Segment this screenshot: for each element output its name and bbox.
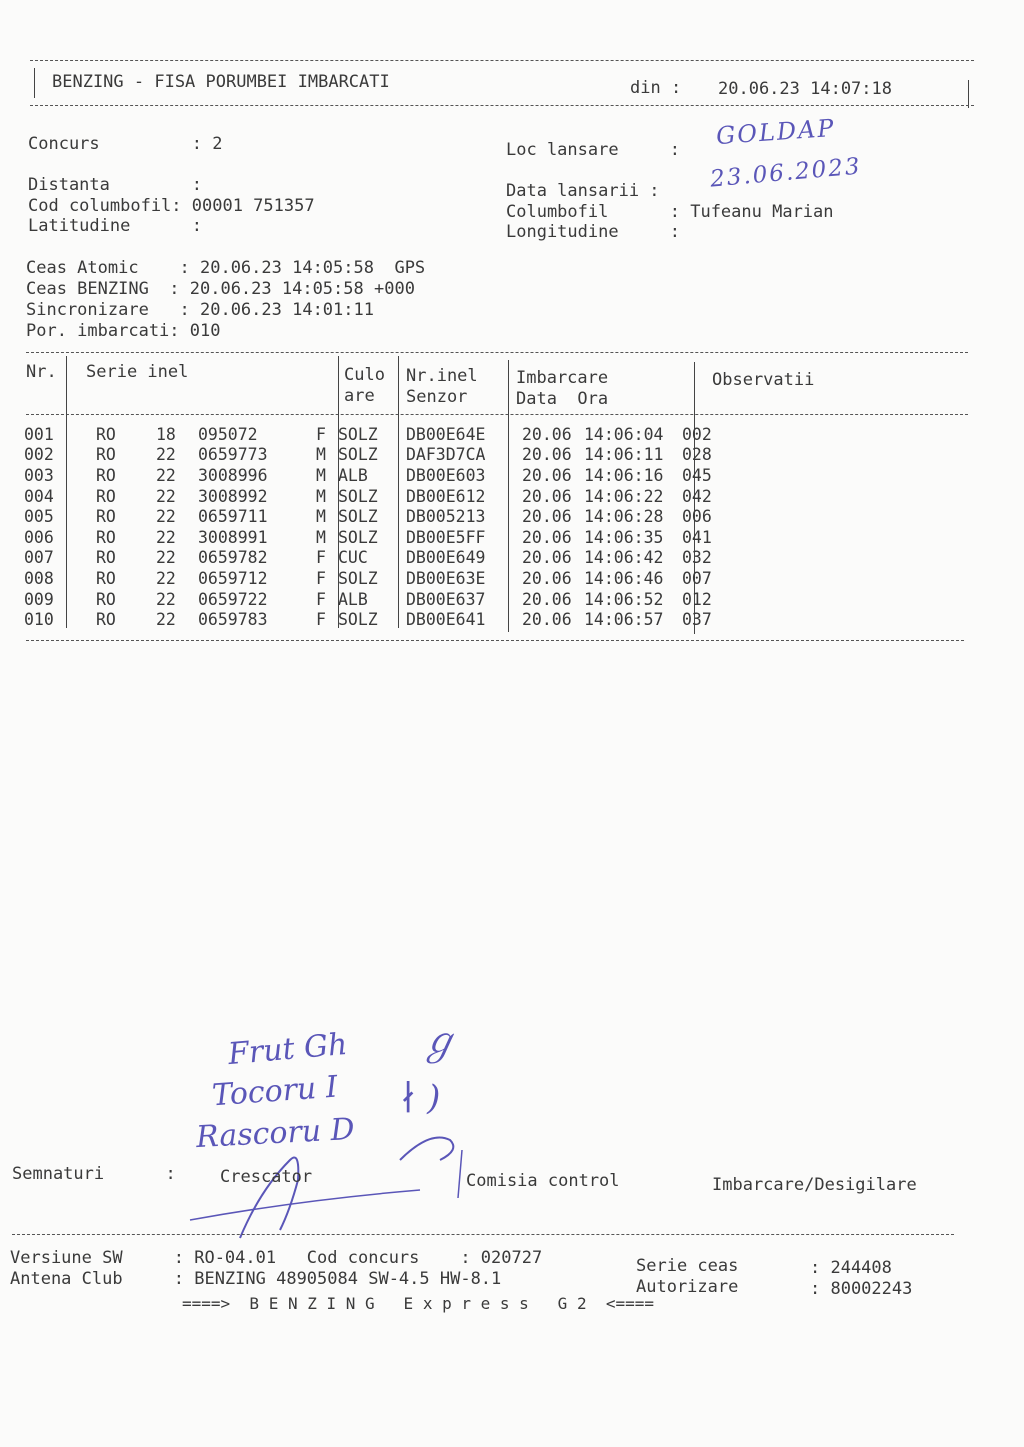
- document-title: BENZING - FISA PORUMBEI IMBARCATI: [52, 72, 390, 92]
- data-lansarii-field: Data lansarii :: [506, 181, 660, 201]
- header-top-border: [30, 60, 974, 61]
- cell-culoare: SOLZ: [338, 424, 378, 444]
- cell-data: 20.06: [522, 486, 572, 506]
- distanta-field: Distanta :: [28, 175, 202, 195]
- cell-an: 22: [156, 445, 176, 465]
- cell-ora: 14:06:35: [584, 527, 664, 547]
- cell-nr: 003: [24, 465, 54, 485]
- cell-obs: 032: [682, 548, 712, 568]
- cell-senzor: DB00E641: [406, 610, 486, 630]
- din-value: 20.06.23 14:07:18: [718, 79, 892, 99]
- cell-sex: M: [316, 507, 326, 527]
- cell-senzor: DB00E5FF: [406, 527, 486, 547]
- cell-obs: 037: [682, 610, 712, 630]
- antena-club: Antena Club : BENZING 48905084 SW-4.5 HW-8.1: [10, 1269, 502, 1289]
- cell-tara: RO: [96, 507, 116, 527]
- cell-tara: RO: [96, 486, 116, 506]
- latitudine-field: Latitudine :: [28, 216, 202, 236]
- cell-culoare: SOLZ: [338, 527, 378, 547]
- table-top-border: [26, 352, 968, 353]
- cell-obs: 012: [682, 589, 712, 609]
- cell-obs: 028: [682, 445, 712, 465]
- header-serie-inel: Serie inel: [86, 362, 189, 382]
- cell-culoare: CUC: [338, 548, 368, 568]
- cell-data: 20.06: [522, 424, 572, 444]
- cell-data: 20.06: [522, 610, 572, 630]
- cell-data: 20.06: [522, 507, 572, 527]
- cell-inel: 095072: [198, 424, 258, 444]
- header-left-border: [34, 68, 35, 98]
- cell-data: 20.06: [522, 465, 572, 485]
- table-row: [24, 506, 742, 527]
- cell-sex: F: [316, 589, 326, 609]
- imbarcare-desigilare-label: Imbarcare/Desigilare: [712, 1175, 917, 1195]
- cell-obs: 007: [682, 568, 712, 588]
- din-label: din :: [630, 78, 682, 98]
- cell-ora: 14:06:28: [584, 507, 664, 527]
- table-row: [24, 424, 742, 445]
- cell-nr: 002: [24, 445, 54, 465]
- cell-inel: 0659712: [198, 568, 268, 588]
- table-bottom-border: [26, 640, 964, 641]
- cell-ora: 14:06:46: [584, 568, 664, 588]
- cell-ora: 14:06:11: [584, 445, 664, 465]
- cell-obs: 002: [682, 424, 712, 444]
- table-row: [24, 445, 742, 466]
- cell-tara: RO: [96, 610, 116, 630]
- cell-nr: 007: [24, 548, 54, 568]
- cell-sex: M: [316, 465, 326, 485]
- serie-ceas-label: Serie ceas: [636, 1256, 739, 1276]
- cell-obs: 041: [682, 527, 712, 547]
- cell-sex: M: [316, 527, 326, 547]
- cell-obs: 006: [682, 507, 712, 527]
- header-right-border: [968, 80, 969, 108]
- table-row: [24, 568, 742, 589]
- cell-data: 20.06: [522, 568, 572, 588]
- sincronizare: Sincronizare : 20.06.23 14:01:11: [26, 300, 374, 320]
- cell-culoare: SOLZ: [338, 610, 378, 630]
- ceas-benzing: Ceas BENZING : 20.06.23 14:05:58 +000: [26, 279, 415, 299]
- cell-an: 22: [156, 568, 176, 588]
- table-row: [24, 527, 742, 548]
- signature-1: Frut Gh: [226, 1026, 349, 1073]
- cell-tara: RO: [96, 589, 116, 609]
- cell-inel: 0659711: [198, 507, 268, 527]
- cell-inel: 3008996: [198, 465, 268, 485]
- cell-an: 22: [156, 486, 176, 506]
- versiune-sw: Versiune SW : RO-04.01 Cod concurs : 020727: [10, 1248, 543, 1268]
- cell-nr: 005: [24, 507, 54, 527]
- cell-senzor: DB00E64E: [406, 424, 486, 444]
- cell-senzor: DB00E637: [406, 589, 486, 609]
- columbofil-field: Columbofil : Tufeanu Marian: [506, 202, 834, 222]
- cell-nr: 009: [24, 589, 54, 609]
- cell-sex: M: [316, 486, 326, 506]
- cell-ora: 14:06:52: [584, 589, 664, 609]
- cell-tara: RO: [96, 548, 116, 568]
- cell-senzor: DB005213: [406, 507, 486, 527]
- cell-data: 20.06: [522, 548, 572, 568]
- cell-an: 22: [156, 465, 176, 485]
- header-observatii: Observatii: [712, 370, 815, 390]
- signature-3: Rascoru D: [195, 1111, 356, 1156]
- cell-sex: F: [316, 568, 326, 588]
- signature-2: Tocoru I: [210, 1069, 339, 1114]
- ceas-atomic: Ceas Atomic : 20.06.23 14:05:58 GPS: [26, 258, 426, 278]
- concurs-field: Concurs : 2: [28, 134, 223, 154]
- cell-ora: 14:06:22: [584, 486, 664, 506]
- cell-nr: 010: [24, 610, 54, 630]
- header-culoare-2: are: [344, 386, 375, 406]
- signature-mark-2: ∤ ): [400, 1078, 441, 1118]
- cell-culoare: SOLZ: [338, 445, 378, 465]
- loc-lansare-field: Loc lansare :: [506, 140, 680, 160]
- autorizare-label: Autorizare: [636, 1277, 739, 1297]
- cell-culoare: SOLZ: [338, 486, 378, 506]
- header-bottom-border: [30, 105, 974, 106]
- crescator-label: Crescator: [220, 1167, 313, 1187]
- header-nr-inel-1: Nr.inel: [406, 366, 478, 386]
- table-header-border: [26, 414, 968, 415]
- table-row: [24, 486, 742, 507]
- cell-an: 22: [156, 610, 176, 630]
- cell-obs: 045: [682, 465, 712, 485]
- table-row: [24, 589, 742, 610]
- cell-sex: F: [316, 548, 326, 568]
- cell-data: 20.06: [522, 527, 572, 547]
- cell-inel: 0659722: [198, 589, 268, 609]
- cell-inel: 0659783: [198, 610, 268, 630]
- handwritten-loc: GOLDAP: [715, 113, 837, 151]
- semnaturi-label: Semnaturi :: [12, 1164, 176, 1184]
- cell-nr: 004: [24, 486, 54, 506]
- cell-senzor: DB00E603: [406, 465, 486, 485]
- cell-tara: RO: [96, 527, 116, 547]
- cell-an: 22: [156, 527, 176, 547]
- benzing-express-banner: ====> B E N Z I N G E x p r e s s G 2 <====: [182, 1294, 655, 1313]
- cell-tara: RO: [96, 465, 116, 485]
- cell-inel: 3008991: [198, 527, 268, 547]
- table-row: [24, 609, 742, 630]
- cell-ora: 14:06:57: [584, 610, 664, 630]
- cell-ora: 14:06:16: [584, 465, 664, 485]
- pigeon-table: [24, 424, 742, 630]
- cell-an: 22: [156, 548, 176, 568]
- cell-inel: 0659773: [198, 445, 268, 465]
- cell-culoare: SOLZ: [338, 507, 378, 527]
- table-row: [24, 465, 742, 486]
- handwritten-data: 23.06.2023: [709, 153, 863, 193]
- footer-top-border: [12, 1234, 954, 1235]
- header-nr-inel-2: Senzor: [406, 387, 468, 407]
- cell-culoare: ALB: [338, 589, 368, 609]
- cell-sex: F: [316, 610, 326, 630]
- cell-nr: 006: [24, 527, 54, 547]
- header-culoare-1: Culo: [344, 365, 385, 385]
- cell-sex: M: [316, 445, 326, 465]
- cell-inel: 3008992: [198, 486, 268, 506]
- cell-culoare: SOLZ: [338, 568, 378, 588]
- cell-nr: 008: [24, 568, 54, 588]
- cell-senzor: DB00E649: [406, 548, 486, 568]
- header-nr: Nr.: [26, 362, 57, 382]
- cell-tara: RO: [96, 424, 116, 444]
- porumbei-imbarcati: Por. imbarcati: 010: [26, 321, 221, 341]
- cell-an: 22: [156, 507, 176, 527]
- header-imbarcare-2: Data Ora: [516, 389, 609, 409]
- cell-senzor: DB00E612: [406, 486, 486, 506]
- cell-ora: 14:06:42: [584, 548, 664, 568]
- cell-inel: 0659782: [198, 548, 268, 568]
- cell-tara: RO: [96, 445, 116, 465]
- cod-columbofil-field: Cod columbofil: 00001 751357: [28, 196, 315, 216]
- cell-tara: RO: [96, 568, 116, 588]
- signature-mark-1: ℊ: [420, 1019, 459, 1063]
- cell-culoare: ALB: [338, 465, 368, 485]
- cell-sex: F: [316, 424, 326, 444]
- cell-data: 20.06: [522, 445, 572, 465]
- header-imbarcare-1: Imbarcare: [516, 368, 609, 388]
- cell-data: 20.06: [522, 589, 572, 609]
- cell-obs: 042: [682, 486, 712, 506]
- serie-ceas-value: : 244408: [810, 1258, 892, 1278]
- cell-ora: 14:06:04: [584, 424, 664, 444]
- comisia-control-label: Comisia control: [466, 1171, 620, 1191]
- autorizare-value: : 80002243: [810, 1279, 913, 1299]
- table-row: [24, 548, 742, 569]
- cell-an: 18: [156, 424, 176, 444]
- cell-senzor: DB00E63E: [406, 568, 486, 588]
- longitudine-field: Longitudine :: [506, 222, 680, 242]
- cell-an: 22: [156, 589, 176, 609]
- cell-nr: 001: [24, 424, 54, 444]
- cell-senzor: DAF3D7CA: [406, 445, 486, 465]
